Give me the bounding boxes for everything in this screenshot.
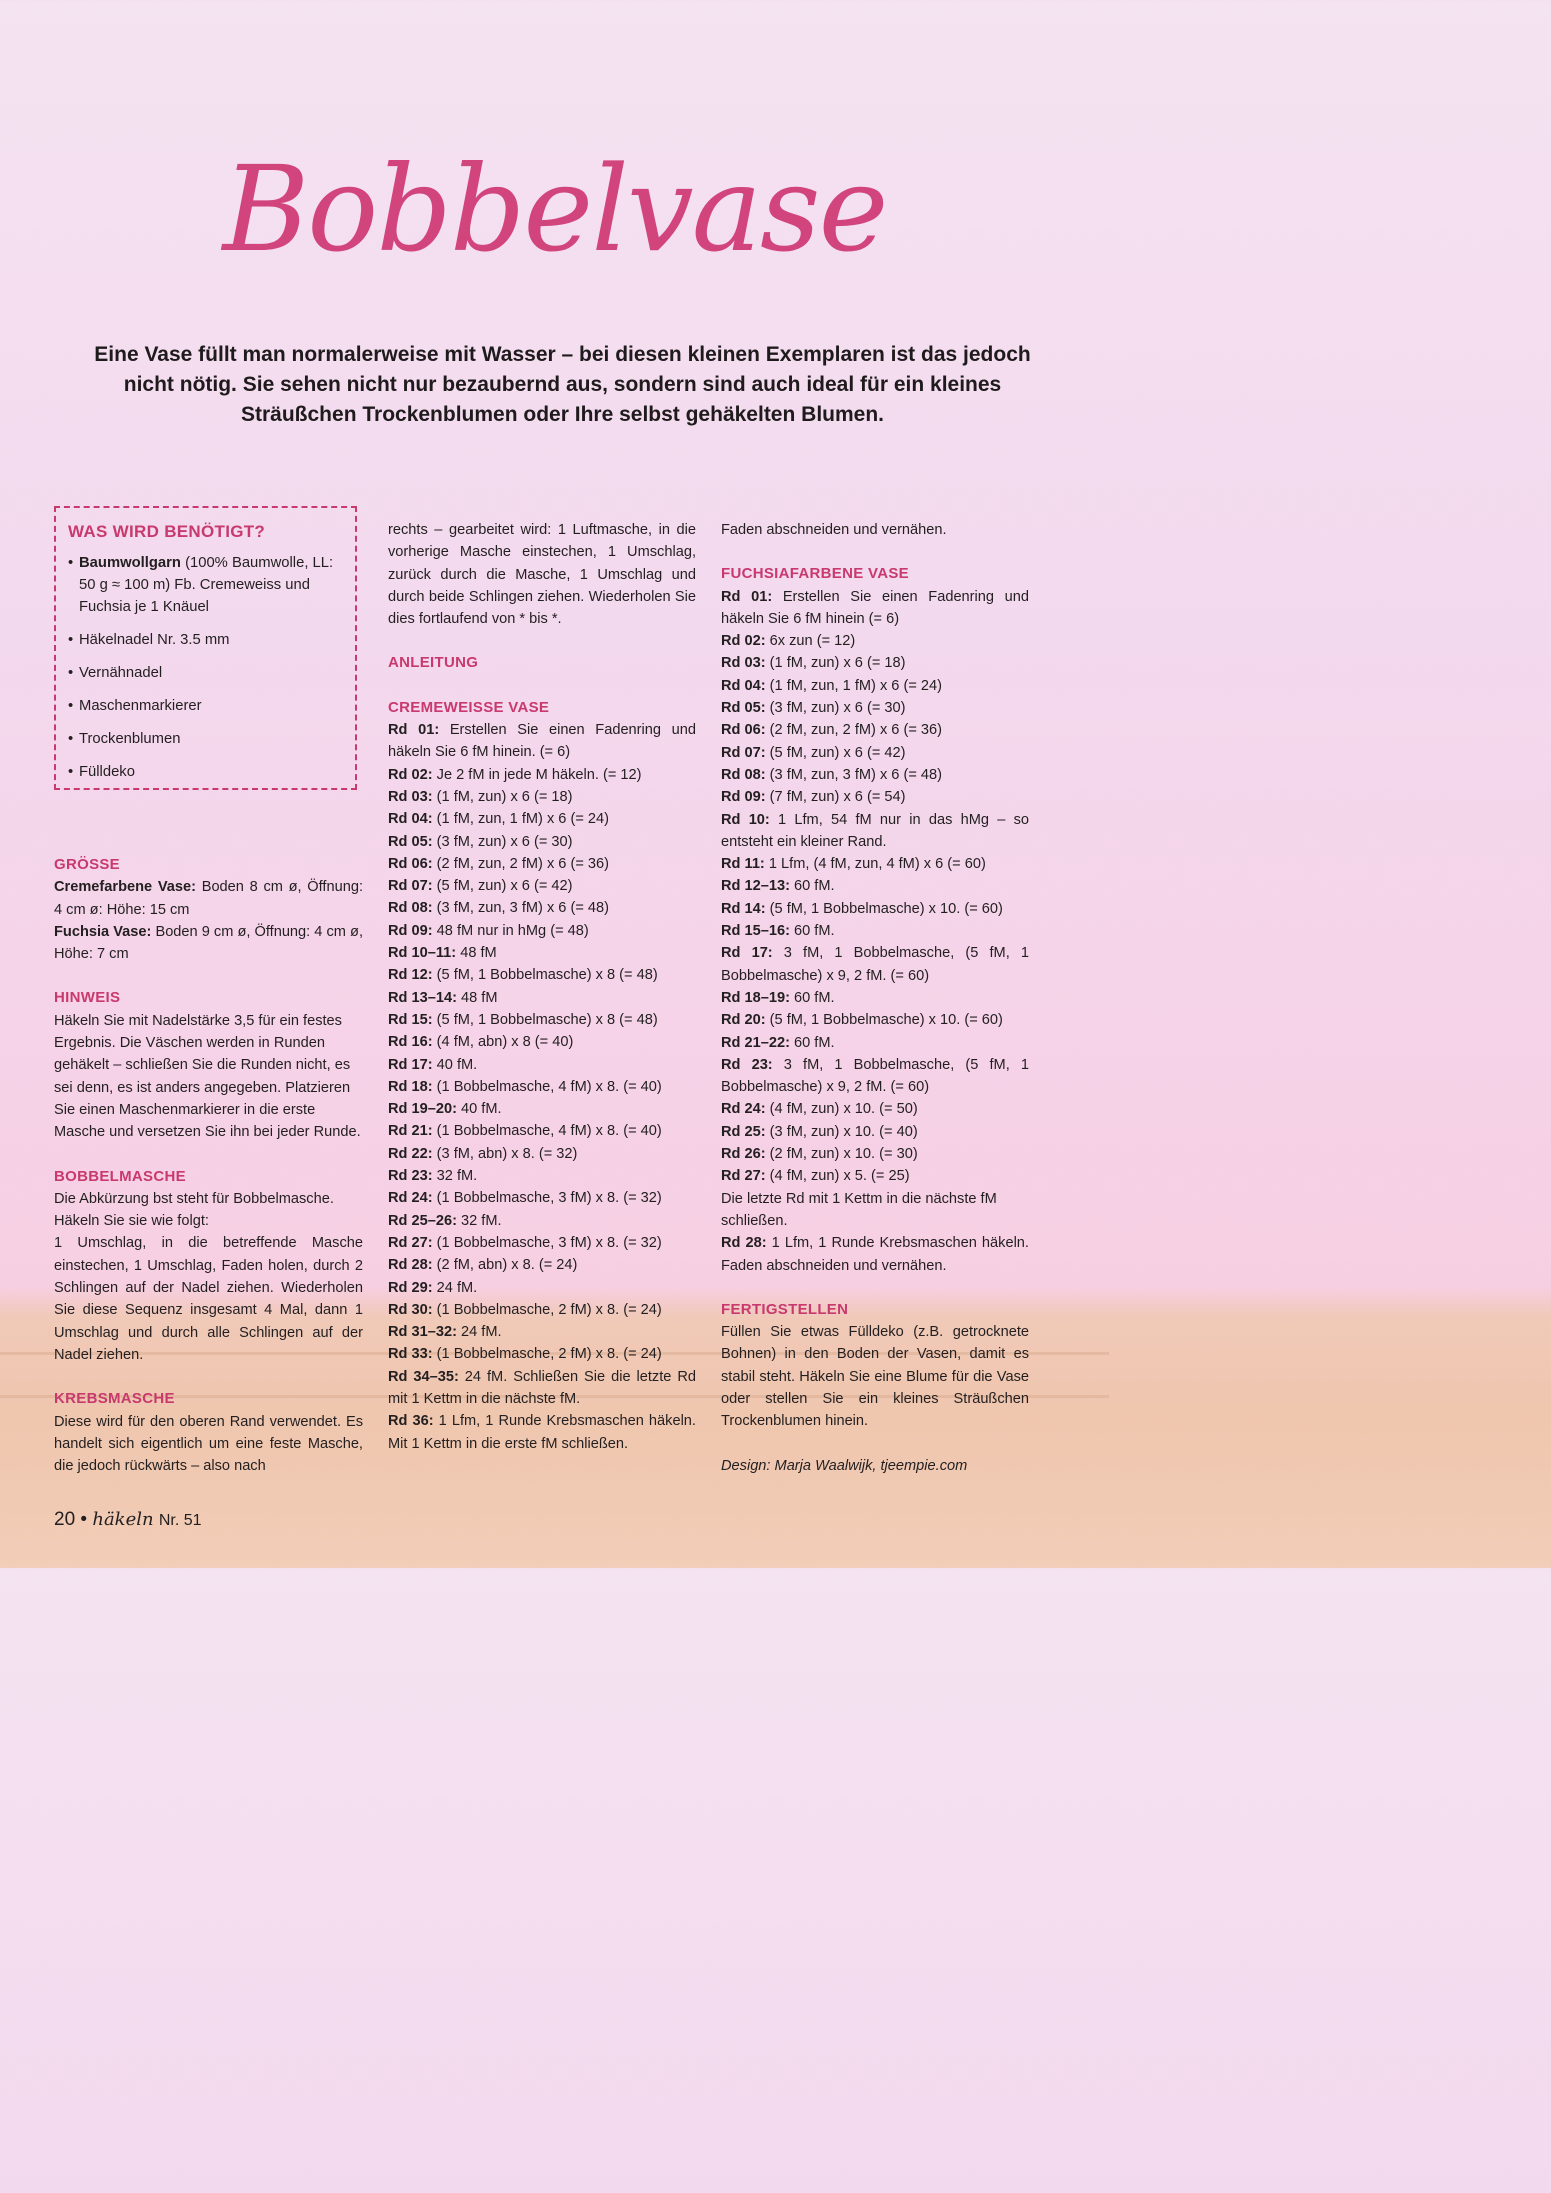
round-text: 32 fM. [456, 1212, 502, 1229]
round-text: (1 Bobbelmasche, 2 fM) x 8. (= 24) [432, 1346, 662, 1363]
round-row [721, 898, 1029, 920]
creme-rounds-list [388, 719, 696, 1455]
design-credit: Design: Marja Waalwijk, tjeempie.com [721, 1457, 968, 1474]
round-text: (3 fM, zun) x 6 (= 30) [432, 833, 573, 850]
round-label: Rd 21–22: [721, 1034, 790, 1051]
round-label: Rd 24: [721, 1101, 766, 1118]
round-row [388, 831, 696, 853]
round-text: (1 Bobbelmasche, 4 fM) x 8. (= 40) [432, 1078, 662, 1095]
round-row [388, 1165, 696, 1187]
round-label: Rd 18: [388, 1078, 433, 1095]
round-row [721, 786, 1029, 808]
round-text: 1 Lfm, 1 Runde Krebsmaschen häkeln. Mit 1 Kettm in die erste fM schließen. [388, 1413, 696, 1452]
round-text: (2 fM, zun) x 10. (= 30) [765, 1146, 918, 1163]
intro-text: Eine Vase füllt man normalerweise mit Wasser – bei diesen kleinen Exemplaren ist das jedoch nicht nötig. Sie sehen nicht nur bezaubernd aus, sondern sind auch ideal für ein kleines Sträußchen Trockenblumen oder Ihre selbst gehäkelten Blumen. [94, 343, 1031, 426]
size-creme [54, 876, 363, 921]
creme-end-text: Faden abschneiden und vernähen. [721, 522, 947, 538]
round-text: (1 fM, zun, 1 fM) x 6 (= 24) [432, 811, 610, 828]
round-text: 6x zun (= 12) [765, 633, 856, 650]
round-row [721, 1009, 1029, 1031]
size-fuchsia-text: Boden 9 cm ø, Öffnung: 4 cm ø, Höhe: 7 cm [54, 923, 364, 963]
round-label: Rd 04: [721, 677, 766, 694]
round-label: Rd 05: [388, 833, 433, 850]
round-text: (4 fM, zun) x 10. (= 50) [765, 1101, 918, 1118]
round-row [388, 1187, 696, 1209]
fuchsia-round-last [721, 1232, 1029, 1277]
round-text: (1 fM, zun) x 6 (= 18) [765, 655, 906, 672]
round-text: 1 Lfm, (4 fM, zun, 4 fM) x 6 (= 60) [764, 856, 986, 873]
round-row [388, 1009, 696, 1031]
round-label: Rd 08: [721, 766, 766, 783]
size-fuchsia-label: Fuchsia Vase: [54, 923, 152, 940]
round-text: (1 Bobbelmasche, 3 fM) x 8. (= 32) [432, 1234, 662, 1251]
round-row [388, 964, 696, 986]
round-row [388, 764, 696, 786]
round-row [721, 764, 1029, 786]
round-text: (5 fM, 1 Bobbelmasche) x 10. (= 60) [765, 900, 1003, 917]
round-label: Rd 10–11: [388, 945, 457, 962]
round-row [388, 808, 696, 830]
round-text: 40 fM. [456, 1101, 502, 1118]
round-row [388, 1366, 696, 1411]
round-row [721, 920, 1029, 942]
round-label: Rd 28: [388, 1257, 433, 1274]
round-row [721, 1054, 1029, 1099]
round-row [721, 1098, 1029, 1120]
round-label: Rd 05: [721, 700, 766, 717]
round-label: Rd 01: [721, 588, 773, 605]
round-label: Rd 26: [721, 1146, 766, 1163]
materials-list [68, 552, 345, 783]
round-text: (1 Bobbelmasche, 4 fM) x 8. (= 40) [432, 1123, 662, 1140]
round-label: Rd 20: [721, 1012, 766, 1029]
bobble-line2: Häkeln Sie sie wie folgt: [54, 1213, 209, 1230]
round-text: 40 fM. [432, 1056, 478, 1073]
round-row [388, 1410, 696, 1455]
page-title: Bobbelvase [222, 140, 887, 278]
round-label: Rd 34–35: [388, 1368, 459, 1385]
note-heading: HINWEIS [54, 989, 121, 1007]
round-row [388, 875, 696, 897]
round-text: 60 fM. [789, 878, 835, 895]
creme-vase-heading: CREMEWEISSE VASE [388, 698, 550, 716]
page-footer [54, 1508, 202, 1533]
round-label: Rd 27: [721, 1168, 766, 1185]
round-label: Rd 31–32: [388, 1324, 457, 1341]
round-label: Rd 02: [721, 633, 766, 650]
round-label: Rd 19–20: [388, 1101, 457, 1118]
round-label: Rd 12: [388, 967, 433, 984]
round-row [388, 1143, 696, 1165]
round-text: (2 fM, zun, 2 fM) x 6 (= 36) [432, 855, 610, 872]
round-row [388, 1054, 696, 1076]
round-row [388, 987, 696, 1009]
column-right [721, 519, 1029, 1477]
round-label: Rd 13–14: [388, 989, 457, 1006]
round-text: (5 fM, 1 Bobbelmasche) x 8 (= 48) [432, 1011, 658, 1028]
round-label: Rd 01: [388, 722, 440, 739]
materials-item: • Fülldeko [68, 761, 345, 783]
round-label: Rd 12–13: [721, 878, 790, 895]
footer-bullet: • [80, 1509, 88, 1530]
round-row [388, 920, 696, 942]
round-text: Erstellen Sie einen Fadenring und häkeln Sie 6 fM hinein (= 6) [721, 588, 1029, 627]
round-text: (3 fM, zun) x 10. (= 40) [765, 1123, 918, 1140]
round-label: Rd 08: [388, 900, 433, 917]
round-label: Rd 15–16: [721, 923, 790, 940]
round-text: Erstellen Sie einen Fadenring und häkeln Sie 6 fM hinein. (= 6) [388, 722, 696, 761]
size-creme-text: Boden 8 cm ø, Öffnung: 4 cm ø: Höhe: 15 cm [54, 879, 363, 918]
round-row [388, 1343, 696, 1365]
round-label: Rd 22: [388, 1145, 433, 1162]
round-text: 48 fM [456, 989, 498, 1006]
crab-heading: KREBSMASCHE [54, 1390, 175, 1408]
round-label: Rd 25–26: [388, 1212, 457, 1229]
fuchsia-rounds-list [721, 586, 1029, 1188]
round-text: (2 fM, zun, 2 fM) x 6 (= 36) [765, 722, 943, 739]
round-row [721, 1143, 1029, 1165]
magazine-name: häkeln [92, 1509, 154, 1530]
finishing-text: Füllen Sie etwas Fülldeko (z.B. getrocknete Bohnen) in den Boden der Vasen, damit es stabil steht. Häkeln Sie eine Blume für die Vase oder stellen Sie ein kleines Sträußchen Trockenblumen hinein. [721, 1324, 1029, 1430]
round-row [721, 809, 1029, 854]
round-row [721, 1165, 1029, 1187]
round-row [721, 630, 1029, 652]
bobble-text: 1 Umschlag, in die betreffende Masche einstechen, 1 Umschlag, Faden holen, durch 2 Schlingen auf der Nadel ziehen. Wiederholen Sie diese Sequenz insgesamt 4 Mal, dann 1 Umschlag und durch alle Schlingen auf der Nadel ziehen. [54, 1235, 363, 1363]
round-label: Rd 36: [388, 1413, 434, 1430]
round-text: 48 fM [456, 945, 497, 962]
materials-item: • Vernähnadel [68, 662, 345, 684]
round-text: (5 fM, zun) x 6 (= 42) [765, 744, 906, 761]
round-label: Rd 25: [721, 1123, 766, 1140]
round-label: Rd 06: [721, 722, 766, 739]
round-label: Rd 17: [721, 945, 773, 962]
round-row [388, 1076, 696, 1098]
note-text: Häkeln Sie mit Nadelstärke 3,5 für ein festes Ergebnis. Die Väschen werden in Runden gehäkelt – schließen Sie die Runden nicht, es sei denn, es ist anders angegeben. Platzieren Sie einen Maschenmarkierer in die erste Masche und versetzen Sie ihn bei jeder Runde. [54, 1012, 361, 1141]
round-text: Je 2 fM in jede M häkeln. (= 12) [432, 766, 642, 783]
materials-box [54, 506, 357, 790]
round-text: 24 fM. [456, 1324, 502, 1341]
round-label: Rd 06: [388, 855, 433, 872]
round-text: (3 fM, zun) x 6 (= 30) [765, 700, 906, 717]
round-text: 60 fM. [789, 923, 835, 940]
crab-text: Diese wird für den oberen Rand verwendet. Es handelt sich eigentlich um eine feste Masche, die jedoch rückwärts – also nach [54, 1413, 363, 1475]
round-row [388, 1120, 696, 1142]
round-row [388, 1321, 696, 1343]
round-row [721, 1121, 1029, 1143]
round-label: Rd 33: [388, 1346, 433, 1363]
round-row [388, 897, 696, 919]
round-label: Rd 07: [721, 744, 766, 761]
round-label: Rd 14: [721, 900, 766, 917]
round-text: 3 fM, 1 Bobbelmasche, (5 fM, 1 Bobbelmasche) x 9, 2 fM. (= 60) [721, 945, 1029, 984]
round-label: Rd 30: [388, 1301, 433, 1318]
round-label: Rd 23: [721, 1056, 773, 1073]
round-label: Rd 23: [388, 1168, 433, 1185]
round-label: Rd 09: [388, 922, 433, 939]
size-creme-label: Cremefarbene Vase: [54, 879, 196, 896]
round-row [721, 719, 1029, 741]
round-text: 1 Lfm, 54 fM nur in das hMg – so entsteht ein kleiner Rand. [721, 811, 1030, 850]
round-text: (4 fM, zun) x 5. (= 25) [765, 1168, 910, 1185]
round-text: (3 fM, zun, 3 fM) x 6 (= 48) [432, 900, 610, 917]
round-row [388, 942, 696, 964]
round-text: 32 fM. [432, 1168, 478, 1185]
round-text: 1 Lfm, 1 Runde Krebsmaschen häkeln. Faden abschneiden und vernähen. [721, 1235, 1029, 1274]
round-text: (5 fM, 1 Bobbelmasche) x 8 (= 48) [432, 967, 658, 984]
round-label: Rd 28: [721, 1235, 767, 1252]
materials-heading: WAS WIRD BENÖTIGT? [68, 522, 266, 541]
materials-item: • Maschenmarkierer [68, 695, 345, 717]
round-row [721, 1032, 1029, 1054]
round-text: 60 fM. [789, 989, 835, 1006]
round-row [388, 853, 696, 875]
round-label: Rd 17: [388, 1056, 433, 1073]
yarn-text: (100% Baumwolle, LL: 50 g ≈ 100 m) Fb. Cremeweiss und Fuchsia je 1 Knäuel [79, 555, 334, 615]
round-text: (5 fM, 1 Bobbelmasche) x 10. (= 60) [765, 1012, 1003, 1029]
round-row [388, 786, 696, 808]
round-label: Rd 02: [388, 766, 433, 783]
round-text: (5 fM, zun) x 6 (= 42) [432, 878, 573, 895]
round-label: Rd 04: [388, 811, 433, 828]
size-fuchsia [54, 921, 363, 966]
round-row [388, 1254, 696, 1276]
round-row [721, 742, 1029, 764]
round-text: 48 fM nur in hMg (= 48) [432, 922, 589, 939]
round-row [388, 1098, 696, 1120]
round-row [388, 1277, 696, 1299]
round-row [388, 1232, 696, 1254]
round-label: Rd 03: [388, 788, 433, 805]
round-label: Rd 15: [388, 1011, 433, 1028]
fuchsia-vase-heading: FUCHSIAFARBENE VASE [721, 565, 909, 583]
materials-item-yarn [68, 552, 345, 618]
round-row [721, 853, 1029, 875]
fuchsia-close-text: Die letzte Rd mit 1 Kettm in die nächste fM schließen. [721, 1190, 997, 1229]
instructions-heading: ANLEITUNG [388, 654, 479, 672]
round-text: (2 fM, abn) x 8. (= 24) [432, 1257, 578, 1274]
round-text: (1 fM, zun, 1 fM) x 6 (= 24) [765, 677, 943, 694]
size-heading: GRÖSSE [54, 856, 120, 873]
round-label: Rd 11: [721, 856, 765, 873]
column-middle [388, 519, 696, 1455]
round-row [388, 719, 696, 764]
round-row [721, 586, 1029, 631]
round-row [721, 675, 1029, 697]
round-row [388, 1210, 696, 1232]
finishing-heading: FERTIGSTELLEN [721, 1300, 849, 1318]
crab-text-continued: rechts – gearbeitet wird: 1 Luftmasche, in die vorherige Masche einstechen, 1 Umschlag, zurück durch die Masche, 1 Umschlag und durch beide Schlingen ziehen. Wiederholen Sie dies fortlaufend von * bis *. [388, 522, 696, 628]
round-row [721, 987, 1029, 1009]
round-text: 60 fM. [789, 1034, 835, 1051]
round-text: (1 Bobbelmasche, 2 fM) x 8. (= 24) [432, 1301, 662, 1318]
round-label: Rd 16: [388, 1034, 433, 1051]
column-left [54, 854, 363, 1477]
materials-item: • Trockenblumen [68, 728, 345, 750]
round-label: Rd 07: [388, 878, 433, 895]
round-label: Rd 29: [388, 1279, 433, 1296]
round-label: Rd 24: [388, 1190, 433, 1207]
round-text: (1 Bobbelmasche, 3 fM) x 8. (= 32) [432, 1190, 662, 1207]
round-text: (4 fM, abn) x 8 (= 40) [432, 1034, 574, 1051]
page-number: 20 [54, 1509, 76, 1530]
materials-item: • Häkelnadel Nr. 3.5 mm [68, 629, 345, 651]
round-row [721, 875, 1029, 897]
round-text: (3 fM, zun, 3 fM) x 6 (= 48) [765, 766, 943, 783]
round-label: Rd 09: [721, 789, 766, 806]
round-label: Rd 21: [388, 1123, 433, 1140]
round-label: Rd 27: [388, 1234, 433, 1251]
round-row [721, 652, 1029, 674]
round-label: Rd 18–19: [721, 989, 790, 1006]
round-text: 3 fM, 1 Bobbelmasche, (5 fM, 1 Bobbelmasche) x 9, 2 fM. (= 60) [721, 1056, 1029, 1096]
issue-number: Nr. 51 [158, 1512, 202, 1529]
round-text: 24 fM. [432, 1279, 478, 1296]
round-row [721, 697, 1029, 719]
round-text: 24 fM. Schließen Sie die letzte Rd mit 1 Kettm in die nächste fM. [388, 1368, 697, 1407]
bobble-heading: BOBBELMASCHE [54, 1167, 186, 1185]
round-row [388, 1031, 696, 1053]
round-row [721, 942, 1029, 987]
bobble-line1: Die Abkürzung bst steht für Bobbelmasche. [54, 1190, 334, 1207]
round-label: Rd 03: [721, 655, 766, 672]
round-text: (7 fM, zun) x 6 (= 54) [765, 789, 906, 806]
round-text: (3 fM, abn) x 8. (= 32) [432, 1145, 578, 1162]
round-row [388, 1299, 696, 1321]
round-text: (1 fM, zun) x 6 (= 18) [432, 788, 573, 805]
yarn-label: Baumwollgarn [79, 555, 181, 571]
round-label: Rd 10: [721, 811, 770, 828]
